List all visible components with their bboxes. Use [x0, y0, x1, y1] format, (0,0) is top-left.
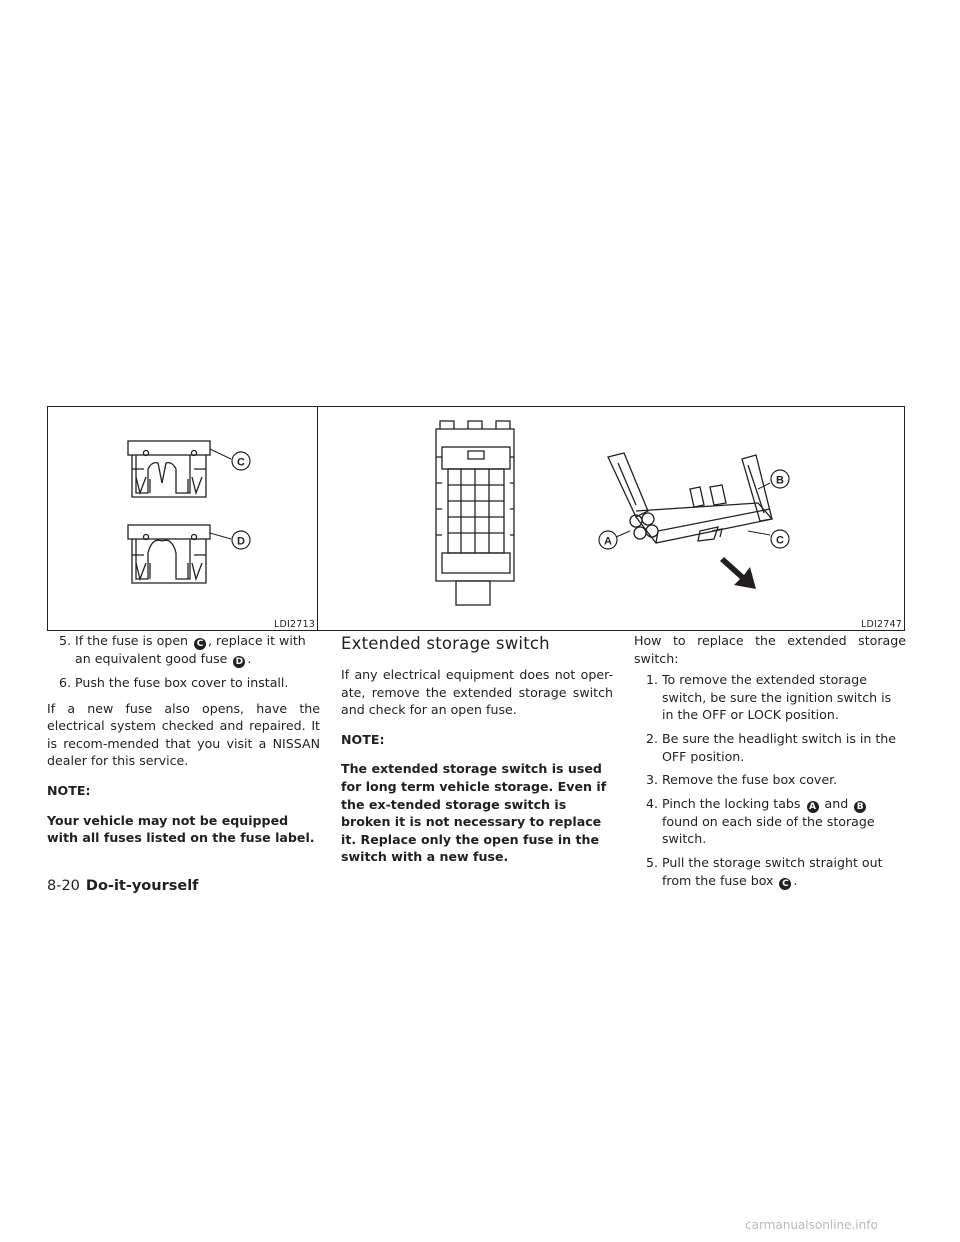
figure-code-right: LDI2747: [861, 619, 902, 630]
section-name: Do-it-yourself: [85, 878, 199, 894]
storage-paragraph: If any electrical equipment does not oper-ate, remove the extended storage switch and check for an open fuse.: [341, 667, 613, 718]
note-heading-2: NOTE:: [341, 731, 385, 747]
figure-storage-switch: [317, 406, 905, 631]
storage-switch-illustration: [318, 407, 906, 632]
electrical-paragraph: If a new fuse also opens, have the electrical system checked and repaired. It is recom-mended that you visit a NISSAN dealer for this service.: [47, 700, 320, 769]
watermark: carmanualsonline.info: [745, 1218, 878, 1232]
step-5-fuse: 5. If the fuse is open C , replace it with an equivalent good fuse D .: [59, 633, 306, 667]
marker-b: B: [854, 801, 866, 813]
section-heading: Extended storage switch: [341, 634, 550, 653]
fuse-label-d: D: [237, 535, 245, 548]
switch-label-b: B: [776, 474, 784, 487]
replace-intro: How to replace the extended storage switch:: [634, 633, 906, 666]
step-6-fuse: 6. Push the fuse box cover to install.: [59, 675, 289, 690]
figure-code-left: LDI2713: [274, 619, 315, 630]
column-3: [634, 632, 906, 896]
page-number: 8-20: [47, 878, 80, 894]
note-body-1: Your vehicle may not be equipped with all fuses listed on the fuse label.: [47, 812, 315, 846]
marker-c-box: C: [779, 878, 791, 890]
step-2-switch: 2. Be sure the headlight switch is in the OFF position.: [646, 730, 897, 764]
step-1-switch: 1. To remove the extended storage switch, be sure the ignition switch is in the OFF or LOCK position.: [646, 672, 892, 723]
step-5-switch: 5. Pull the storage switch straight out from the fuse box C .: [646, 854, 883, 889]
step-3-switch: 3. Remove the fuse box cover.: [646, 772, 838, 788]
switch-label-c: C: [776, 534, 784, 547]
page-footer: [47, 878, 199, 894]
figure-fuses: [47, 406, 318, 631]
switch-label-a: A: [604, 535, 612, 548]
note-heading-1: NOTE:: [47, 782, 91, 798]
column-1: [47, 632, 320, 859]
marker-c: C: [194, 638, 206, 650]
note-body-2: The extended storage switch is used for long term vehicle storage. Even if the ex-tended storage switch is broken it is not necessary to replace it. Replace only the open fuse in the switch with a new fuse.: [341, 761, 607, 865]
fuse-label-c: C: [237, 456, 245, 469]
column-2: [341, 634, 613, 878]
marker-a: A: [807, 801, 819, 813]
step-4-switch: 4. Pinch the locking tabs A and B found on each side of the storage switch.: [646, 795, 875, 847]
fuse-illustration: [48, 407, 319, 632]
marker-d: D: [233, 656, 245, 668]
